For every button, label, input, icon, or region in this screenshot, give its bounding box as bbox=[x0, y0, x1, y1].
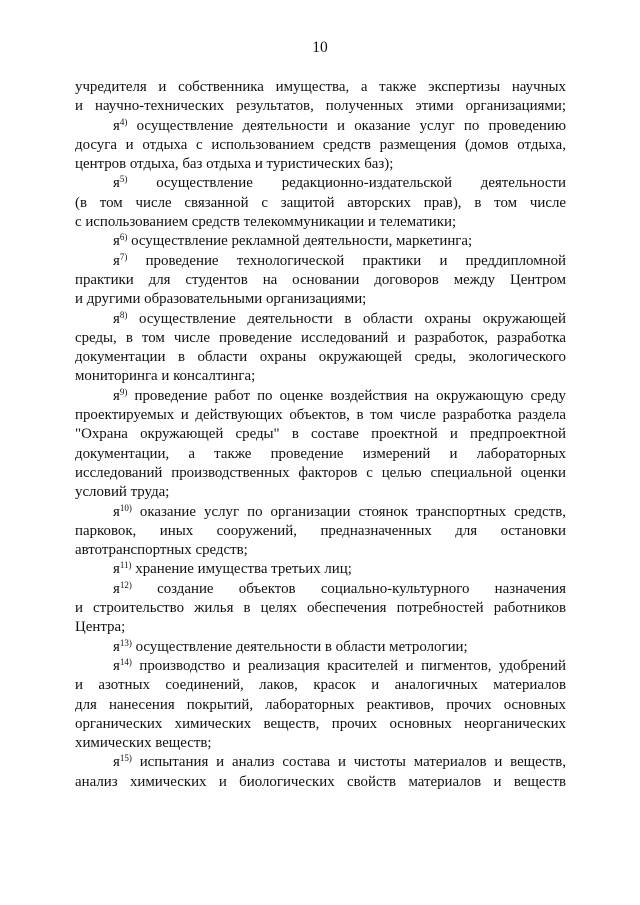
item-text: производство и реализация красителей и пигментов, удобрений bbox=[131, 657, 566, 674]
item-index-superscript: 11) bbox=[119, 560, 132, 571]
item-letter: я bbox=[113, 175, 120, 192]
text-line: досуга и отдыха с использованием средств размещения (домов отдыха, bbox=[75, 136, 566, 153]
item-letter: я bbox=[113, 252, 120, 269]
text-line: и другими образовательными организациями; bbox=[75, 291, 367, 308]
item-text: создание объектов социально-культурного назначения bbox=[131, 580, 566, 597]
item-text: проведение работ по оценке воздействия на окружающую среду bbox=[127, 387, 566, 404]
item-letter: я bbox=[113, 657, 120, 674]
text-line: и строительство жилья в целях обеспечения потребностей работников bbox=[75, 600, 566, 617]
text-line: учредителя и собственника имущества, а также экспертизы научных bbox=[75, 79, 566, 95]
item-text: осуществление деятельности в области метрологии; bbox=[131, 638, 468, 655]
item-letter: я bbox=[113, 754, 120, 771]
text-line bbox=[75, 252, 566, 271]
text-line: проектируемых и действующих объектов, в том числе разработка раздела bbox=[75, 407, 566, 424]
text-line bbox=[75, 753, 566, 772]
item-index-superscript: 4) bbox=[119, 116, 128, 127]
item-letter: я bbox=[113, 638, 120, 655]
text-line: мониторинга и консалтинга; bbox=[75, 368, 256, 385]
item-letter: я bbox=[113, 233, 120, 250]
text-line: среды, в том числе проведение исследований и разработок, разработка bbox=[75, 329, 566, 346]
text-line bbox=[75, 638, 566, 657]
text-line bbox=[75, 387, 566, 406]
item-index-superscript: 14) bbox=[119, 656, 132, 667]
item-index-superscript: 7) bbox=[119, 251, 128, 262]
item-text: осуществление деятельности в области охраны окружающей bbox=[127, 310, 566, 327]
text-line: автотранспортных средств; bbox=[75, 542, 248, 559]
item-index-superscript: 12) bbox=[119, 579, 132, 590]
item-index-superscript: 5) bbox=[119, 174, 128, 185]
document-body bbox=[75, 78, 566, 792]
text-line bbox=[75, 117, 566, 136]
text-line bbox=[75, 657, 566, 676]
text-line bbox=[75, 580, 566, 599]
text-line: Центра; bbox=[75, 619, 126, 636]
text-line: с использованием средств телекоммуникации и телематики; bbox=[75, 214, 457, 231]
item-index-superscript: 13) bbox=[119, 637, 132, 648]
text-line bbox=[75, 503, 566, 522]
text-line: условий труда; bbox=[75, 484, 170, 501]
item-letter: я bbox=[113, 387, 120, 404]
item-index-superscript: 10) bbox=[119, 502, 132, 513]
item-text: оказание услуг по организации стоянок транспортных средств, bbox=[131, 503, 566, 520]
item-letter: я bbox=[113, 310, 120, 327]
text-line: анализ химических и биологических свойств материалов и веществ bbox=[75, 773, 566, 790]
text-line: для нанесения покрытий, лабораторных реактивов, прочих основных bbox=[75, 696, 566, 713]
text-line: химических веществ; bbox=[75, 735, 212, 752]
item-letter: я bbox=[113, 580, 120, 597]
text-line: (в том числе связанной с защитой авторских прав), в том числе bbox=[75, 194, 566, 211]
item-index-superscript: 9) bbox=[119, 386, 128, 397]
text-line: практики для студентов на основании договоров между Центром bbox=[75, 271, 566, 288]
item-letter: я bbox=[113, 503, 120, 520]
item-letter: я bbox=[113, 561, 120, 578]
item-text: осуществление рекламной деятельности, маркетинга; bbox=[127, 233, 473, 250]
text-line: документации в области охраны окружающей среды, экологического bbox=[75, 349, 566, 366]
text-line bbox=[75, 174, 566, 193]
item-text: осуществление деятельности и оказание услуг по проведению bbox=[127, 117, 566, 134]
text-line: центров отдыха, баз отдыха и туристических баз); bbox=[75, 156, 394, 173]
text-line bbox=[75, 232, 566, 251]
text-line bbox=[75, 310, 566, 329]
item-letter: я bbox=[113, 117, 120, 134]
item-index-superscript: 8) bbox=[119, 309, 128, 320]
text-line: и азотных соединений, лаков, красок и аналогичных материалов bbox=[75, 677, 566, 694]
text-line: "Охрана окружающей среды" в составе проектной и предпроектной bbox=[75, 426, 566, 443]
item-text: осуществление редакционно-издательской деятельности bbox=[127, 175, 566, 192]
text-line: и научно-технических результатов, полученных этими организациями; bbox=[75, 98, 566, 115]
item-text: хранение имущества третьих лиц; bbox=[131, 561, 352, 578]
item-text: проведение технологической практики и преддипломной bbox=[127, 252, 566, 269]
item-text: испытания и анализ состава и чистоты материалов и веществ, bbox=[131, 754, 566, 771]
page-number: 10 bbox=[312, 39, 328, 56]
text-line bbox=[75, 560, 566, 579]
text-line: органических химических веществ, прочих основных неорганических bbox=[75, 715, 566, 732]
item-index-superscript: 15) bbox=[119, 753, 132, 764]
text-line: документации, а также проведение измерений и лабораторных bbox=[75, 445, 566, 462]
text-line: парковок, иных сооружений, предназначенных для остановки bbox=[75, 522, 566, 539]
item-index-superscript: 6) bbox=[119, 232, 128, 243]
text-line: исследований производственных факторов с целью специальной оценки bbox=[75, 464, 566, 481]
